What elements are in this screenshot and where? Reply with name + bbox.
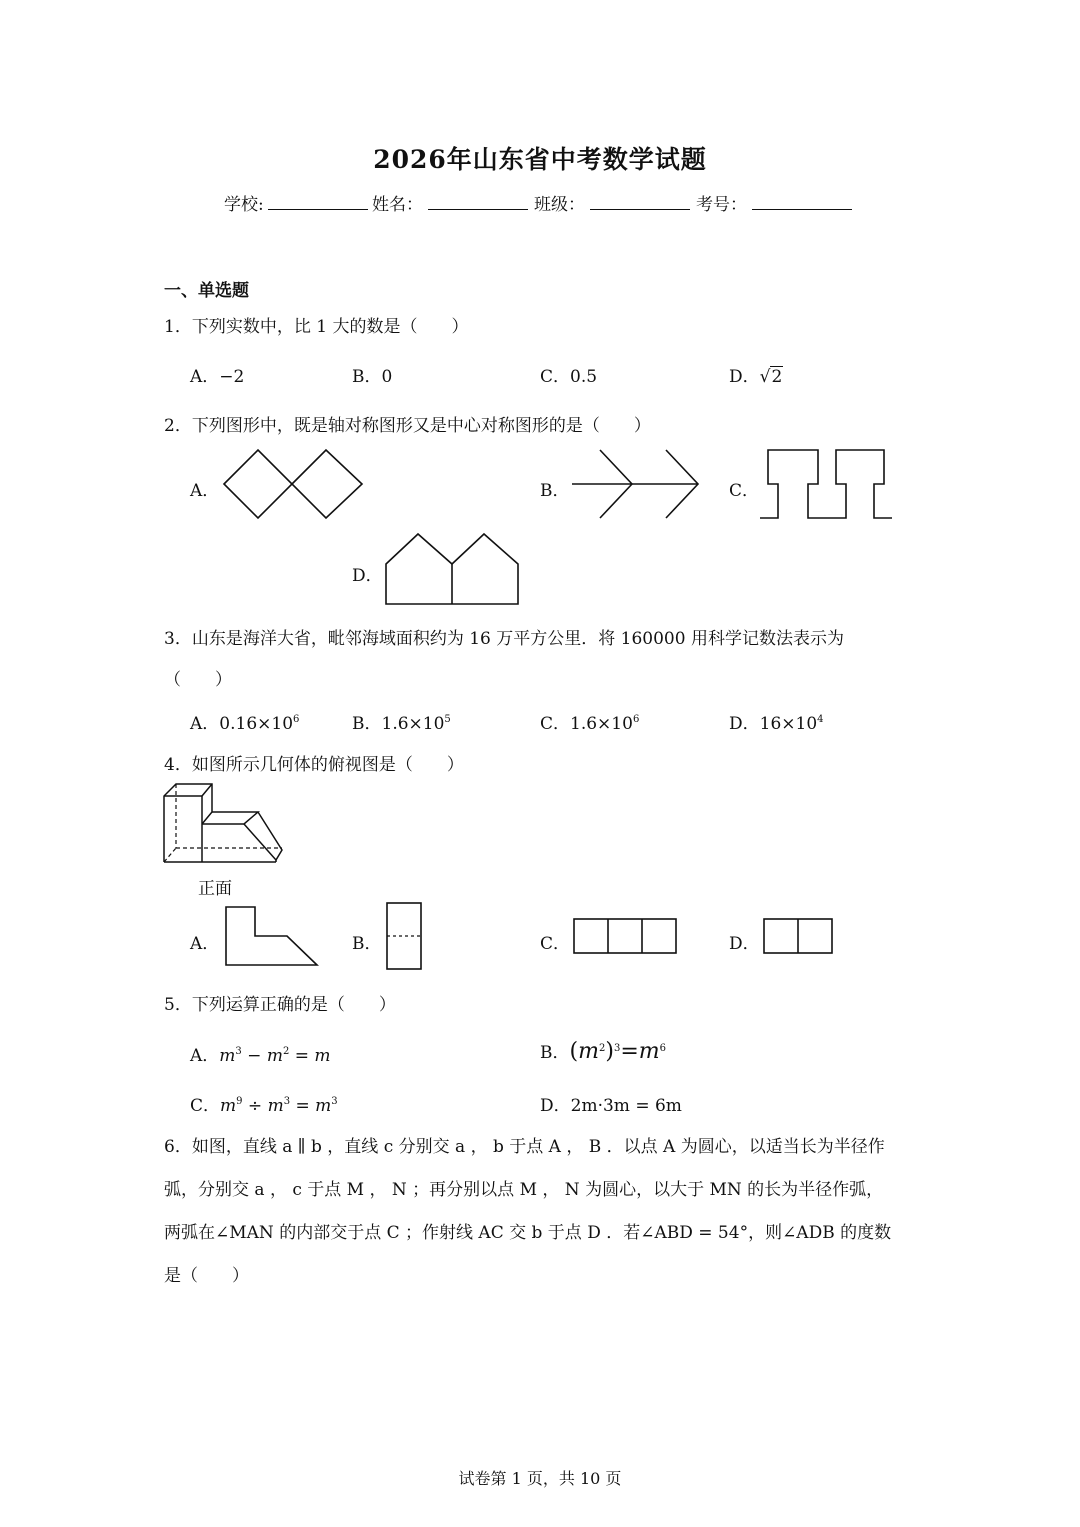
q6-line-1: 6．如图，直线 a ∥ b ，直线 c 分别交 a ， b 于点 A ， B ．以点 A 为圆心，以适当长为半径作 xyxy=(164,1137,885,1157)
q5-option-c[interactable]: C．$m^9 \div m^3 = m^3$ xyxy=(190,1096,338,1116)
q2-label-c[interactable]: C． xyxy=(729,481,760,501)
name-blank[interactable] xyxy=(428,190,530,210)
q4-figure-b xyxy=(386,902,424,972)
q2-figure-d xyxy=(384,532,522,606)
class-blank[interactable] xyxy=(590,190,692,210)
class-label: 班级： xyxy=(534,195,585,215)
q4-figure-c xyxy=(573,918,679,956)
q2-figure-b xyxy=(572,448,702,520)
q2-figure-a xyxy=(222,448,366,520)
page-footer: 试卷第 1 页，共 10 页 xyxy=(458,1469,622,1488)
name-label: 姓名： xyxy=(372,195,423,215)
number-label: 考号： xyxy=(696,195,747,215)
q5-stem: 5．下列运算正确的是（ ） xyxy=(164,995,396,1015)
q2-label-a[interactable]: A． xyxy=(190,481,220,501)
q3-option-a[interactable]: A．$0.16\times 10^6$ xyxy=(190,714,300,734)
q1-option-b[interactable]: B．0 xyxy=(352,367,393,387)
q3-paren: （ ） xyxy=(164,670,232,690)
q5-option-d[interactable]: D．2m·3m = 6m xyxy=(540,1096,682,1116)
q3-option-b[interactable]: B．$1.6\times 10^5$ xyxy=(352,714,451,734)
school-label: 学校: xyxy=(224,195,264,215)
q5-option-b[interactable]: B．$(m^2)^3=m^6$ xyxy=(540,1039,666,1064)
q2-label-d[interactable]: D． xyxy=(352,566,383,586)
page-title: 2026年山东省中考数学试题 xyxy=(373,145,707,174)
q3-stem: 3．山东是海洋大省，毗邻海域面积约为 16 万平方公里．将 160000 用科学记数法表示为 xyxy=(164,629,844,649)
section-heading: 一、单选题 xyxy=(164,281,249,301)
q2-label-b[interactable]: B． xyxy=(540,481,570,501)
q1-stem: 1．下列实数中，比 1 大的数是（ ） xyxy=(164,317,469,337)
q4-label-c[interactable]: C． xyxy=(540,934,571,954)
q4-solid-figure xyxy=(162,782,288,864)
number-blank[interactable] xyxy=(752,190,854,210)
q6-line-2: 弧，分别交 a ， c 于点 M ， N ；再分别以点 M ， N 为圆心，以大于 MN 的长为半径作弧， xyxy=(164,1180,884,1200)
q5-option-a[interactable]: A．$m^3 - m^2 = m$ xyxy=(190,1046,331,1066)
q4-front-label: 正面 xyxy=(198,879,232,899)
q6-line-3: 两弧在∠MAN 的内部交于点 C ；作射线 AC 交 b 于点 D ．若∠ABD = 54°，则∠ADB 的度数 xyxy=(164,1223,892,1243)
q4-label-b[interactable]: B． xyxy=(352,934,382,954)
q2-stem: 2．下列图形中，既是轴对称图形又是中心对称图形的是（ ） xyxy=(164,416,651,436)
q1-option-d[interactable]: D．√2 xyxy=(729,367,783,387)
q3-option-c[interactable]: C．$1.6\times 10^6$ xyxy=(540,714,640,734)
q4-stem: 4．如图所示几何体的俯视图是（ ） xyxy=(164,755,464,775)
q1-option-a[interactable]: A．−2 xyxy=(190,367,245,387)
q1-option-c[interactable]: C．0.5 xyxy=(540,367,598,387)
q6-line-4: 是（ ） xyxy=(164,1266,249,1286)
q4-label-d[interactable]: D． xyxy=(729,934,760,954)
q2-figure-c xyxy=(760,448,894,520)
school-blank[interactable] xyxy=(268,190,370,210)
q4-figure-d xyxy=(763,918,835,956)
q3-option-d[interactable]: D．$16\times 10^4$ xyxy=(729,714,824,734)
q4-figure-a xyxy=(225,906,321,968)
q4-label-a[interactable]: A． xyxy=(190,934,220,954)
